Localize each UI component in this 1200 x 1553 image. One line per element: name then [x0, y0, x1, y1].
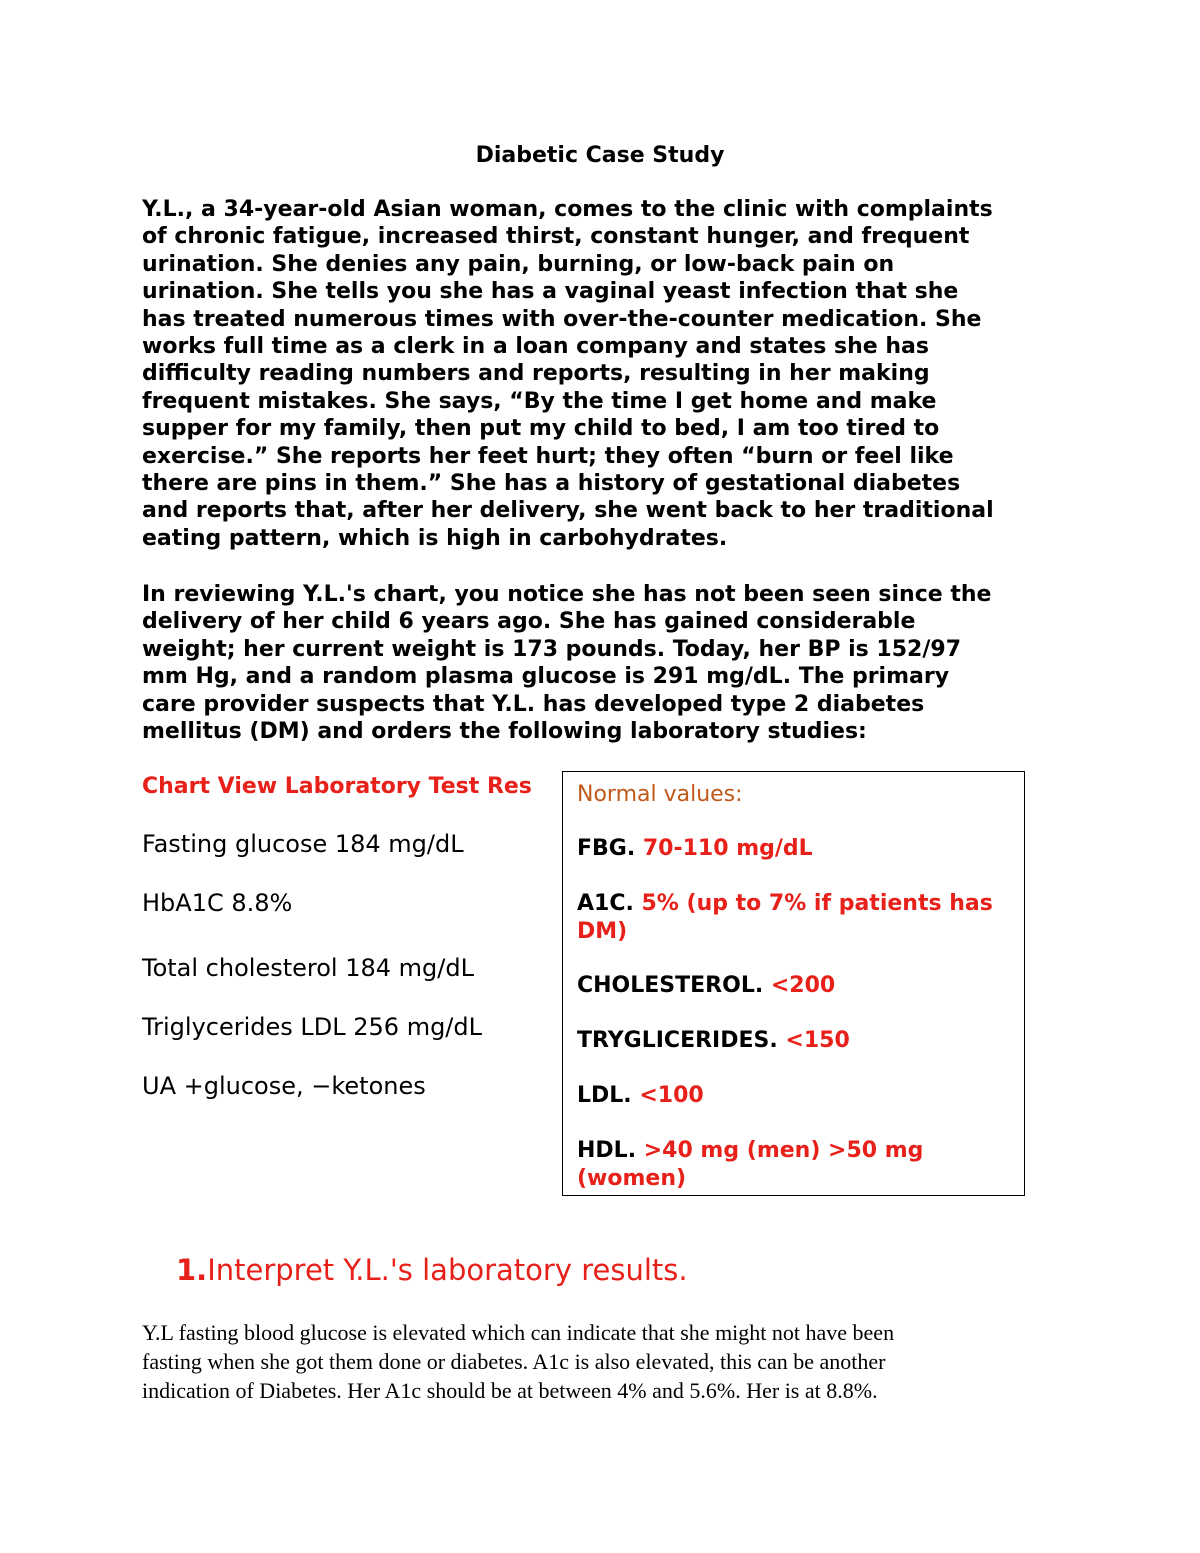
paragraph-line: has treated numerous times with over-the-counter medication. She	[142, 306, 982, 332]
answer-line: indication of Diabetes. Her A1c should be at between 4% and 5.6%. Her is at 8.8%.	[142, 1378, 878, 1403]
normal-value-label: LDL.	[577, 1083, 640, 1108]
question-1	[176, 1252, 688, 1288]
lab-result-hba1c: HbA1C 8.8%	[142, 889, 293, 917]
question-number: 1.	[176, 1253, 208, 1287]
paragraph-line: weight; her current weight is 173 pounds. Today, her BP is 152/97	[142, 636, 961, 662]
paragraph-line: Y.L., a 34-year-old Asian woman, comes to the clinic with complaints	[142, 197, 993, 222]
normal-value-hdl	[577, 1137, 1007, 1193]
paragraph-line: works full time as a clerk in a loan company and states she has	[142, 334, 929, 360]
answer-1	[142, 1318, 1062, 1405]
document-title: Diabetic Case Study	[475, 143, 725, 168]
lab-result-fasting-glucose: Fasting glucose 184 mg/dL	[142, 830, 464, 858]
normal-value-fbg	[577, 835, 1007, 863]
case-description-paragraph	[142, 196, 1072, 552]
paragraph-line: there are pins in them.” She has a history of gestational diabetes	[142, 471, 961, 497]
normal-value-range: <100	[639, 1083, 704, 1108]
answer-line: fasting when she got them done or diabetes. A1c is also elevated, this can be another	[142, 1349, 886, 1374]
normal-value-label: A1C.	[577, 891, 642, 916]
paragraph-line: exercise.” She reports her feet hurt; they often “burn or feel like	[142, 443, 954, 469]
normal-values-heading: Normal values:	[577, 782, 743, 807]
normal-value-range: <150	[785, 1028, 850, 1053]
normal-value-a1c	[577, 890, 1007, 946]
normal-value-label: TRYGLICERIDES.	[577, 1028, 786, 1053]
normal-value-triglycerides	[577, 1027, 1007, 1055]
normal-value-range: 5% (up to 7% if patients has DM)	[577, 891, 993, 944]
paragraph-line: eating pattern, which is high in carbohydrates.	[142, 525, 728, 551]
paragraph-line: difficulty reading numbers and reports, resulting in her making	[142, 361, 930, 387]
normal-values-box	[562, 771, 1025, 1196]
paragraph-line: supper for my family, then put my child to bed, I am too tired to	[142, 416, 940, 442]
paragraph-line: In reviewing Y.L.'s chart, you notice she has not been seen since the	[142, 582, 992, 607]
paragraph-line: and reports that, after her delivery, she went back to her traditional	[142, 498, 994, 524]
paragraph-line: urination. She denies any pain, burning, or low-back pain on	[142, 251, 895, 277]
paragraph-line: delivery of her child 6 years ago. She has gained considerable	[142, 609, 916, 635]
paragraph-line: mm Hg, and a random plasma glucose is 291 mg/dL. The primary	[142, 664, 950, 690]
normal-value-range: 70-110 mg/dL	[642, 836, 813, 861]
normal-value-label: CHOLESTEROL.	[577, 973, 771, 998]
lab-result-total-cholesterol: Total cholesterol 184 mg/dL	[142, 954, 474, 982]
paragraph-line: urination. She tells you she has a vaginal yeast infection that she	[142, 279, 959, 305]
normal-value-range: >40 mg (men) >50 mg (women)	[577, 1138, 924, 1191]
paragraph-line: care provider suspects that Y.L. has developed type 2 diabetes	[142, 691, 925, 717]
lab-result-urinalysis: UA +glucose, −ketones	[142, 1072, 426, 1100]
lab-result-triglycerides-ldl: Triglycerides LDL 256 mg/dL	[142, 1013, 482, 1041]
lab-results-heading: Chart View Laboratory Test Res	[142, 774, 532, 799]
normal-value-range: <200	[770, 973, 836, 998]
paragraph-line: frequent mistakes. She says, “By the time I get home and make	[142, 388, 937, 414]
normal-value-ldl	[577, 1082, 1007, 1110]
chart-review-paragraph	[142, 581, 1072, 745]
normal-value-cholesterol	[577, 972, 1007, 1000]
answer-line: Y.L fasting blood glucose is elevated which can indicate that she might not have been	[142, 1320, 895, 1345]
paragraph-line: of chronic fatigue, increased thirst, constant hunger, and frequent	[142, 224, 970, 250]
normal-value-label: HDL.	[577, 1138, 644, 1163]
normal-value-label: FBG.	[577, 836, 643, 861]
paragraph-line: mellitus (DM) and orders the following laboratory studies:	[142, 719, 867, 745]
question-text: Interpret Y.L.'s laboratory results.	[207, 1253, 688, 1287]
